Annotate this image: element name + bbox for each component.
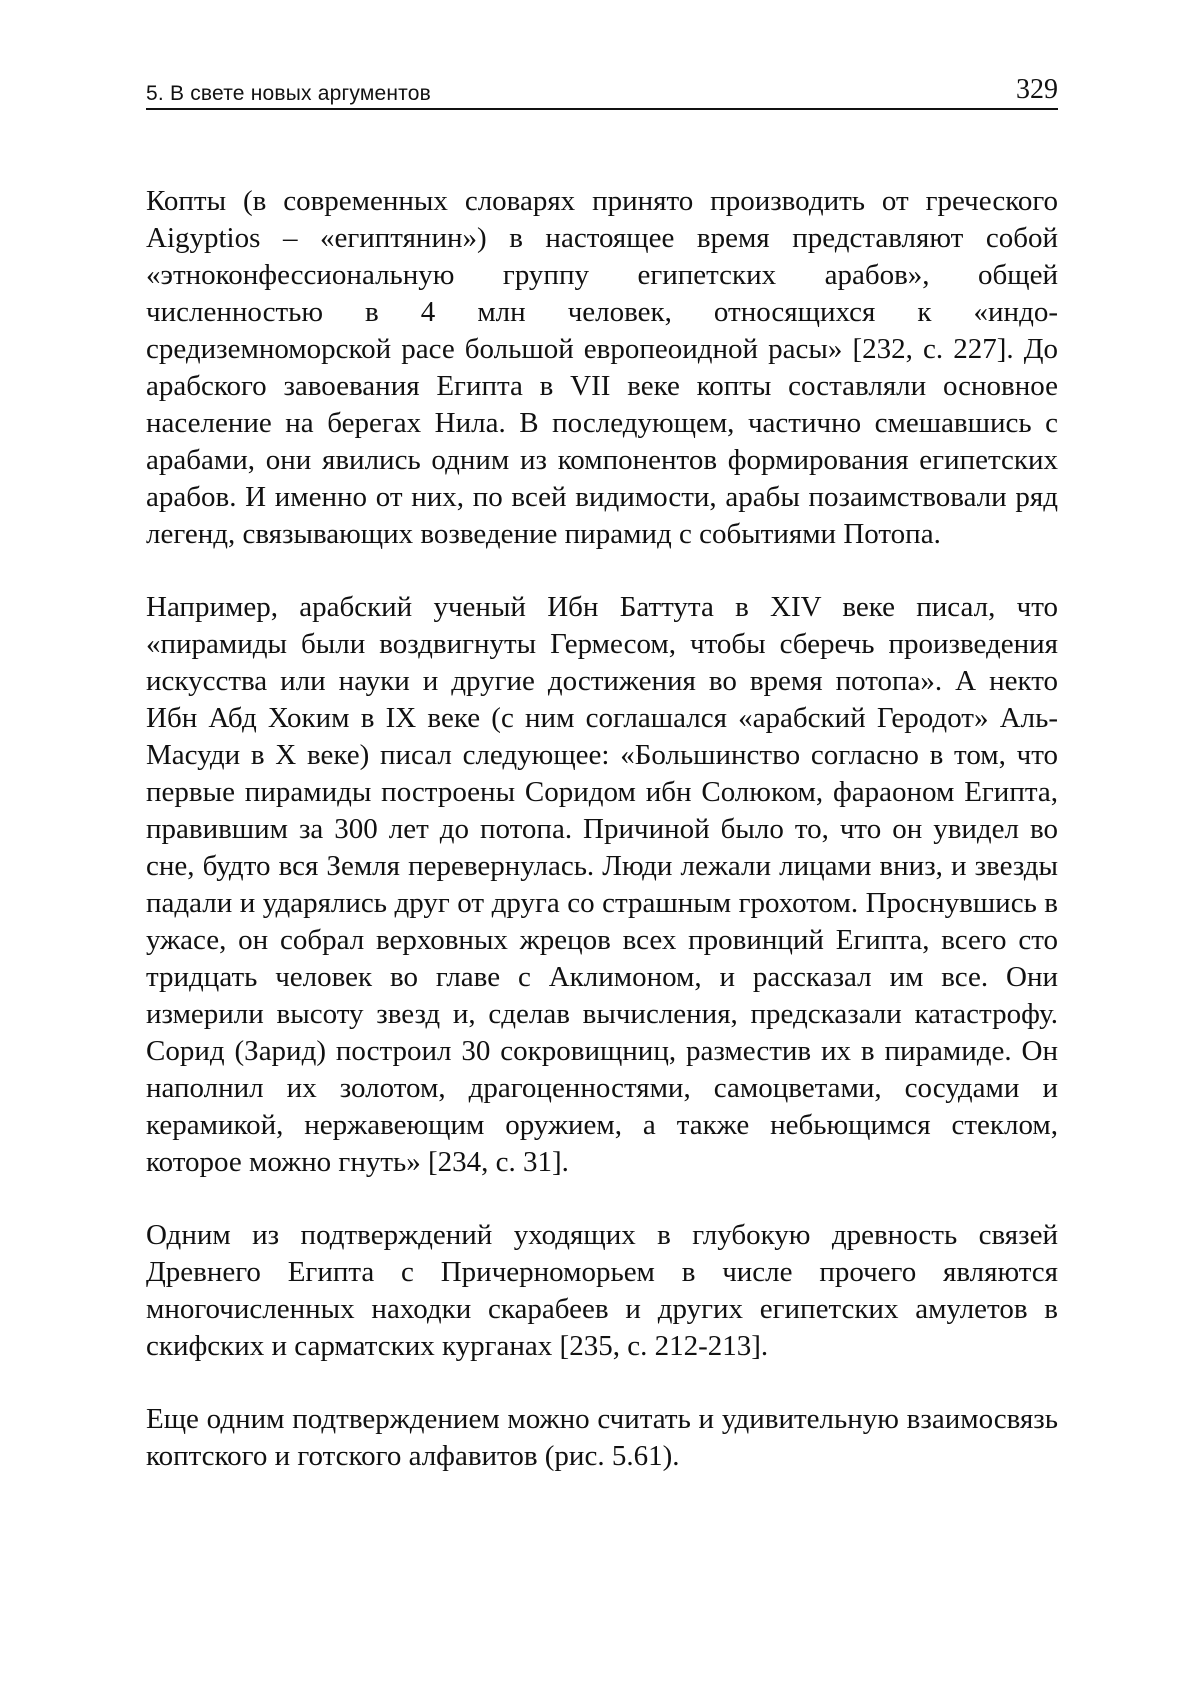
paragraph-copts: Копты (в современных словарях принято производить от греческого Aigyptios – «египтянин») в настоящее время представляют собой «этноконфессиональную группу египетских арабов», общей численностью в 4 млн человек, относящихся к «индо-средиземноморской расе большой европеоидной расы» [232, с. 227]. До арабского завоевания Египта в VII веке копты составляли основное население на берегах Нила. В последующем, частично смешавшись с арабами, они явились одним из компонентов формирования египетских арабов. И именно от них, по всей видимости, арабы позаимствовали ряд легенд, связывающих возведение пирамид с событиями Потопа.: [146, 185, 1058, 550]
body-text: [146, 183, 1058, 1511]
running-header: [146, 74, 1058, 110]
paragraph-pyramid-legend: Например, арабский ученый Ибн Баттута в XIV веке писал, что «пирамиды были воздвигнуты Гермесом, чтобы сберечь произведения искусства или науки и другие достижения во время потопа». А некто Ибн Абд Хоким в IX веке (с ним соглашался «арабский Геродот» Аль-Масуди в X веке) писал следующее: «Большинство согласно в том, что первые пирамиды построены Соридом ибн Солюком, фараоном Египта, правившим за 300 лет до потопа. Причиной было то, что он увидел во сне, будто вся Земля перевернулась. Люди лежали лицами вниз, и звезды падали и ударялись друг от друга со страшным грохотом. Проснувшись в ужасе, он собрал верховных жрецов всех провинций Египта, всего сто тридцать человек во главе с Аклимоном, и рассказал им все. Они измерили высоту звезд и, сделав вычисления, предсказали катастрофу. Сорид (Зарид) построил 30 сокровищниц, разместив их в пирамиде. Он наполнил их золотом, драгоценностями, самоцветами, сосудами и керамикой, нержавеющим оружием, а также небьющимся стеклом, которое можно гнуть» [234, с. 31].: [146, 591, 1058, 1178]
page-number: 329: [1016, 74, 1058, 105]
paragraph-scarab-finds: Одним из подтверждений уходящих в глубокую древность связей Древнего Египта с Причерноморьем в числе прочего являются многочисленных находки скарабеев и других египетских амулетов в скифских и сарматских курганах [235, с. 212-213].: [146, 1219, 1058, 1362]
running-title: 5. В свете новых аргументов: [146, 82, 431, 105]
paragraph-alphabets: Еще одним подтверждением можно считать и удивительную взаимосвязь коптского и готского алфавитов (рис. 5.61).: [146, 1403, 1058, 1472]
